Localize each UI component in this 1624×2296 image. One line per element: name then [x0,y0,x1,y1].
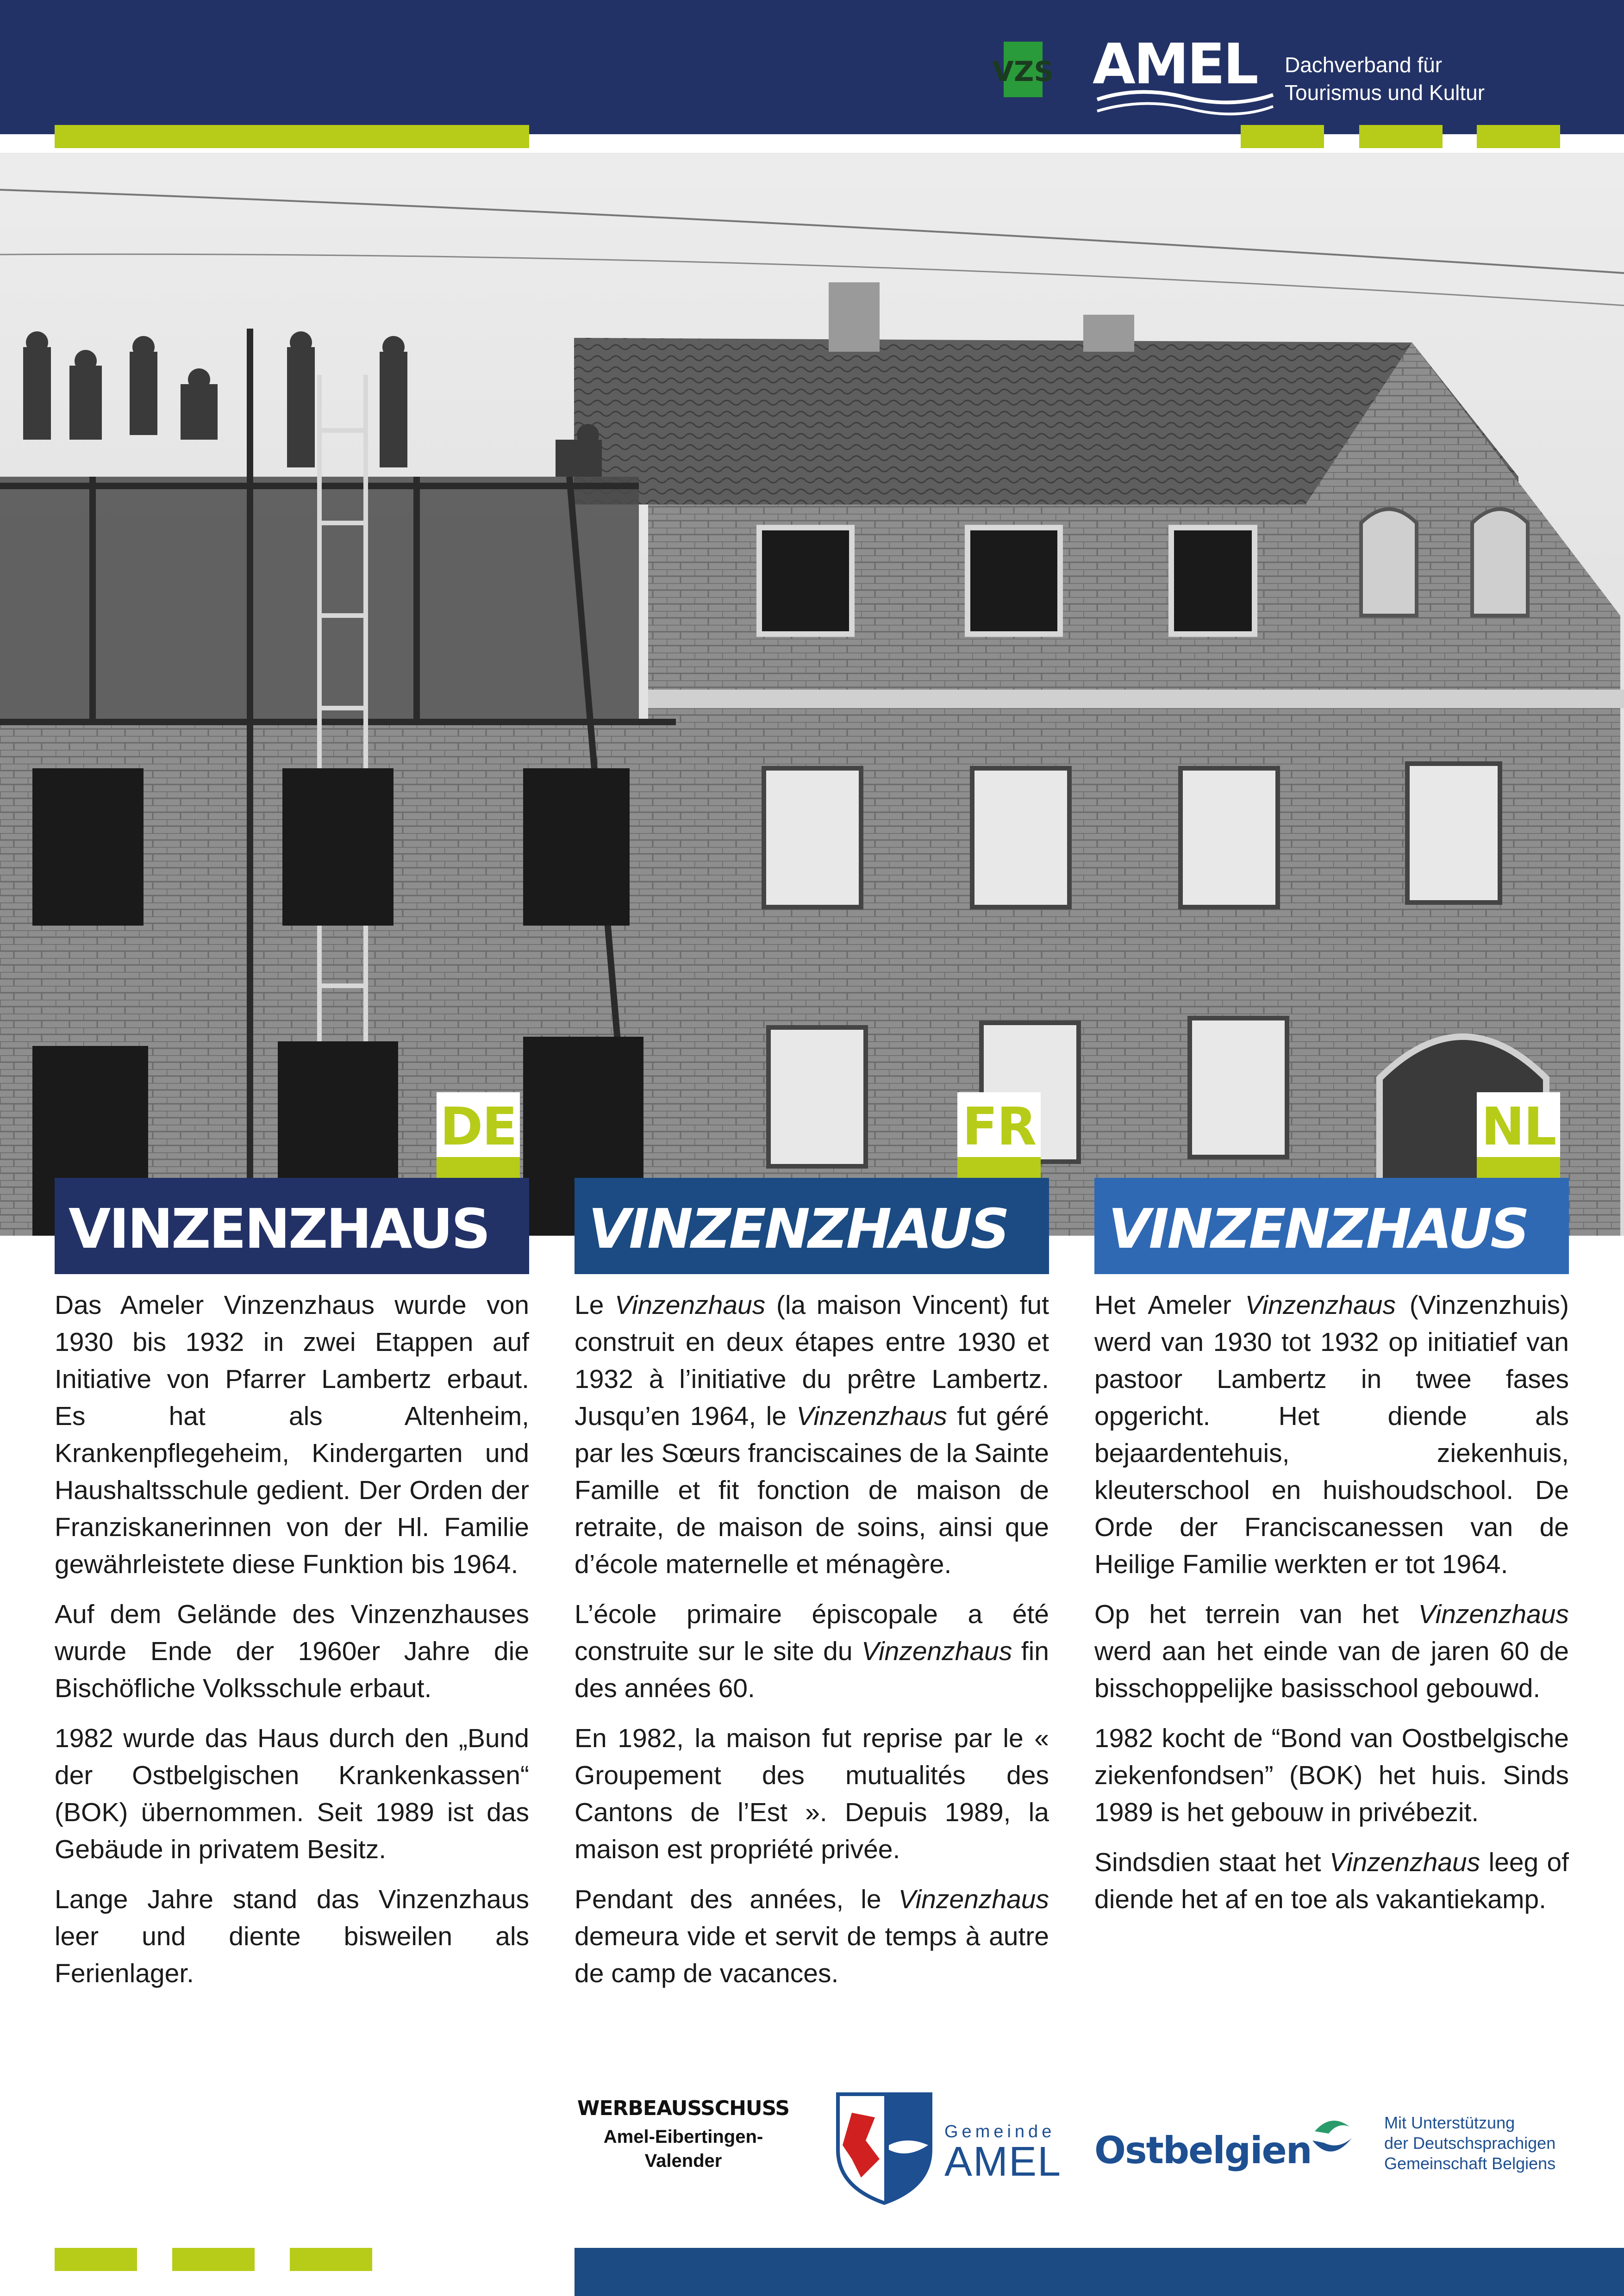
support-line-1: Mit Unterstützung [1384,2113,1515,2132]
gemeinde-label: Gemeinde [944,2122,1056,2141]
paragraph: L’école primaire épiscopale a été construite sur le site du Vinzenzhaus fin des années 60. [575,1599,1049,1703]
language-tag-bar [1477,1157,1560,1180]
text-column-de [55,1287,529,2005]
ostbelgien-swirl-icon [1305,2113,1356,2164]
tagline-line-1: Dachverband für [1285,53,1443,77]
tagline-line-2: Tourismus und Kultur [1285,81,1485,105]
support-line-3: Gemeinschaft Belgiens [1384,2154,1556,2173]
support-line-2: der Deutschsprachigen [1384,2134,1556,2153]
paragraph: Op het terrein van het Vinzenzhaus werd aan het einde van de jaren 60 de bisschoppelijke basisschool gebouwd. [1094,1599,1569,1703]
language-code: FR [962,1097,1036,1157]
paragraph: Das Ameler Vinzenzhaus wurde von 1930 bis 1932 in zwei Etappen auf Initiative von Pfarrer Lambertz erbaut. Es hat als Altenheim, Krankenpflegeheim, Kindergarten und Haushaltsschule gedient. Der Orden der Franziskanerinnen von der Hl. Familie gewährleistete diese Funktion bis 1964. [55,1290,529,1579]
footer-bar [575,2248,1624,2296]
gemeinde-amel-crest-icon [833,2090,935,2205]
paragraph: Le Vinzenzhaus (la maison Vincent) fut construit en deux étapes entre 1930 et 1932 à l’initiative du prêtre Lambertz. Jusqu’en 1964, le Vinzenzhaus fut géré par les Sœurs franciscaines de la Sainte Famille et fit fonction de maison de retraite, de maison de soins, ainsi que d’école maternelle et ménagère. [575,1290,1049,1579]
language-tag-bar [957,1157,1041,1180]
historical-photo [0,153,1624,1236]
werbeausschuss-title: WERBEAUSSCHUSS [577,2097,790,2120]
accent-dash-top-2 [1359,125,1443,148]
section-title-fr: VINZENZHAUS [588,1197,1008,1261]
language-tag-nl [1477,1092,1560,1180]
accent-dash-bottom-3 [290,2248,372,2271]
language-tag-de [437,1092,520,1180]
support-note [1384,2113,1606,2174]
paragraph: 1982 kocht de “Bond van Oostbelgische ziekenfondsen” (BOK) het huis. Sinds 1989 is het gebouw in privébezit. [1094,1724,1569,1827]
language-tag-fr [957,1092,1041,1180]
paragraph: Lange Jahre stand das Vinzenzhaus leer und diente bisweilen als Ferienlager. [55,1885,529,1988]
accent-dash-bottom-1 [55,2248,137,2271]
werbeausschuss-logo [575,2097,792,2173]
text-column-nl [1094,1287,1569,1931]
amel-logo [1093,28,1278,116]
paragraph: Pendant des années, le Vinzenzhaus demeura vide et servit de temps à autre de camp de vacances. [575,1885,1049,1988]
title-bar-de [55,1178,529,1274]
paragraph: 1982 wurde das Haus durch den „Bund der Ostbelgischen Krankenkassen“ (BOK) übernommen. Seit 1989 ist das Gebäude in privatem Besitz. [55,1724,529,1864]
werbeausschuss-subtitle [575,2125,792,2173]
section-title-nl: VINZENZHAUS [1108,1197,1528,1261]
gemeinde-name: AMEL [944,2139,1062,2185]
language-code: DE [440,1097,517,1157]
svg-text:VZS: VZS [992,56,1054,88]
language-code: NL [1481,1097,1556,1157]
paragraph: Het Ameler Vinzenzhaus (Vinzenzhuis) werd van 1930 tot 1932 op initiatief van pastoor Lambertz in twee fases opgericht. Het diende als bejaardentehuis, ziekenhuis, kleuterschool en huishoudschool. De Orde der Franciscanessen van de Heilige Familie werkten er tot 1964. [1094,1290,1569,1579]
text-column-fr [575,1287,1049,2005]
werbeausschuss-line-2: Valender [644,2151,722,2171]
accent-bar-top-left [55,125,529,148]
paragraph: Auf dem Gelände des Vinzenzhauses wurde Ende der 1960er Jahre die Bischöfliche Volksschule erbaut. [55,1599,529,1703]
accent-dash-top-1 [1241,125,1324,148]
title-bar-nl [1094,1178,1569,1274]
accent-dash-top-3 [1477,125,1560,148]
amel-logo-text: AMEL [1093,32,1257,97]
werbeausschuss-line-1: Amel-Eibertingen- [603,2127,763,2147]
ostbelgien-logo-text: Ostbelgien [1094,2129,1312,2172]
paragraph: Sindsdien staat het Vinzenzhaus leeg of diende het af en toe als vakantiekamp. [1094,1848,1569,1914]
accent-dash-bottom-2 [172,2248,255,2271]
language-tag-bar [437,1157,520,1180]
header-tagline [1285,51,1609,106]
paragraph: En 1982, la maison fut reprise par le « Groupement des mutualités des Cantons de l’Est ». Depuis 1989, la maison est propriété privée. [575,1724,1049,1864]
amel-wave-icon [1093,83,1278,120]
vzs-logo [992,37,1054,102]
title-bar-fr [575,1178,1049,1274]
section-title-de: VINZENZHAUS [69,1197,489,1261]
